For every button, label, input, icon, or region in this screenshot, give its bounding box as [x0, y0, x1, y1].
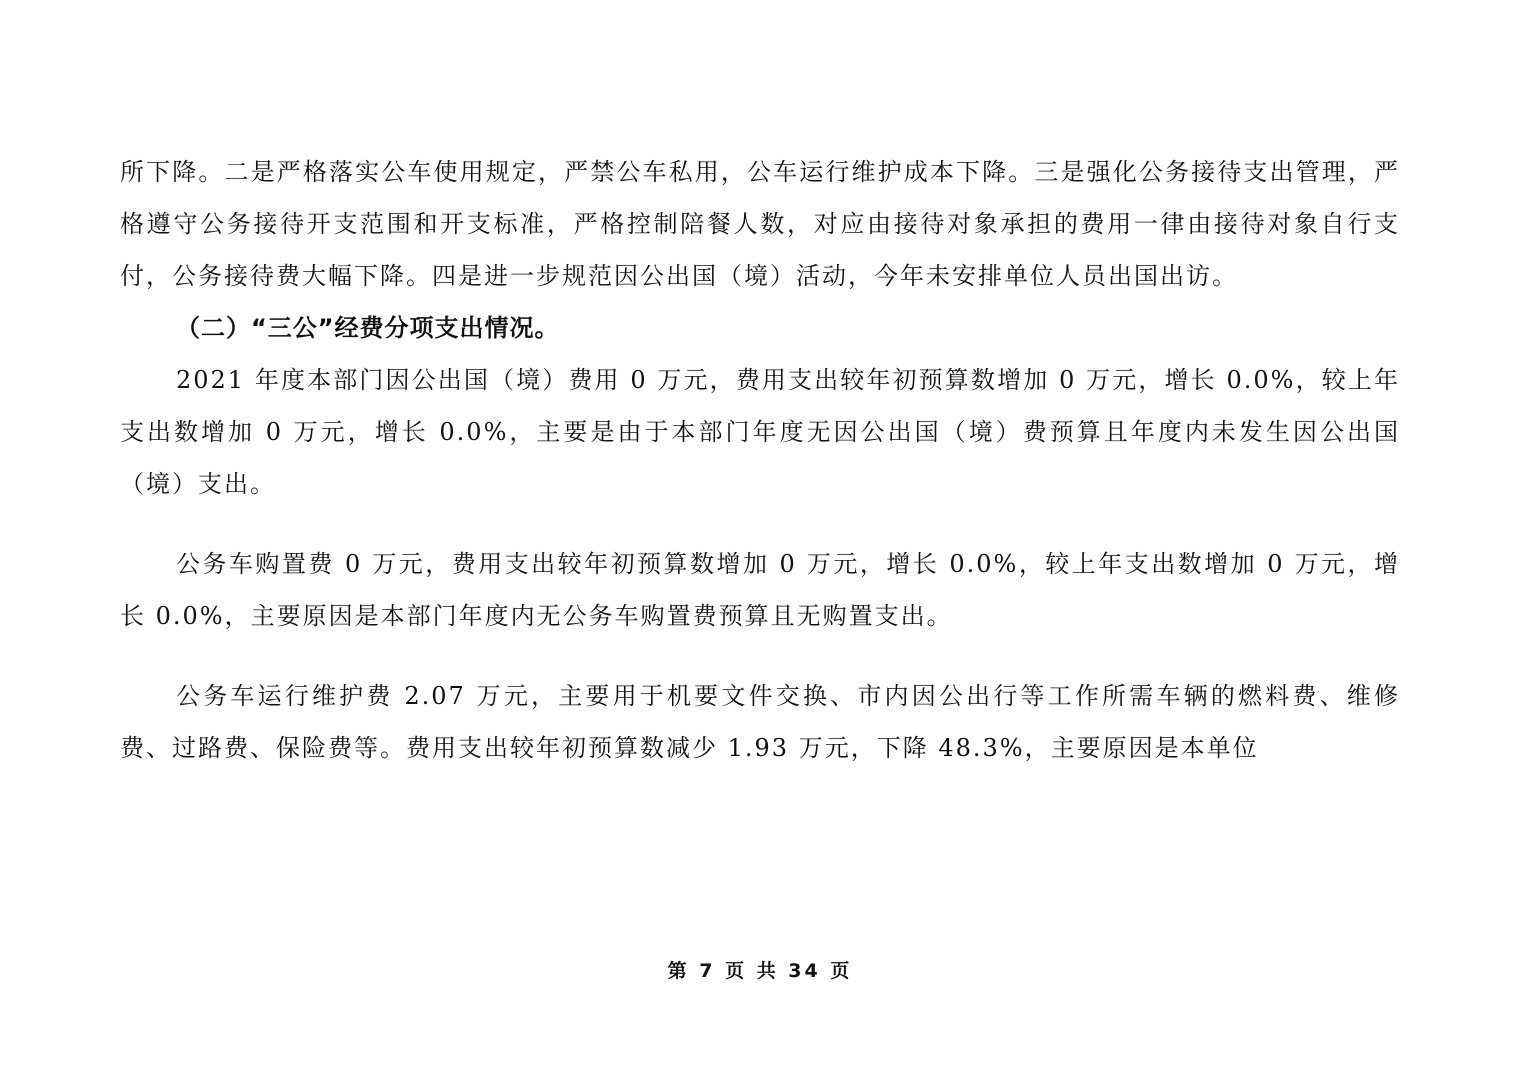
paragraph-vehicle-maintenance: 公务车运行维护费 2.07 万元，主要用于机要文件交换、市内因公出行等工作所需车辆的燃料费、维修费、过路费、保险费等。费用支出较年初预算数减少 1.93 万元，下降 48.3%，主要原因是本单位: [120, 682, 1400, 762]
paragraph-vehicle-purchase: 公务车购置费 0 万元，费用支出较年初预算数增加 0 万元，增长 0.0%，较上年支出数增加 0 万元，增长 0.0%，主要原因是本部门年度内无公务车购置费预算且无购置支出。: [120, 550, 1400, 630]
section-heading: （二）“三公”经费分项支出情况。: [176, 314, 560, 342]
document-body: [120, 146, 1400, 774]
page-number-footer: 第 7 页 共 34 页: [667, 960, 853, 982]
paragraph-overseas-expenses: 2021 年度本部门因公出国（境）费用 0 万元，费用支出较年初预算数增加 0 万元，增长 0.0%，较上年支出数增加 0 万元，增长 0.0%，主要是由于本部门年度无因公出国（境）费预算且年度内未发生因公出国（境）支出。: [120, 366, 1400, 498]
paragraph-continuation: 所下降。二是严格落实公车使用规定，严禁公车私用，公车运行维护成本下降。三是强化公务接待支出管理，严格遵守公务接待开支范围和开支标准，严格控制陪餐人数，对应由接待对象承担的费用一律由接待对象自行支付，公务接待费大幅下降。四是进一步规范因公出国（境）活动，今年未安排单位人员出国出访。: [120, 158, 1400, 290]
